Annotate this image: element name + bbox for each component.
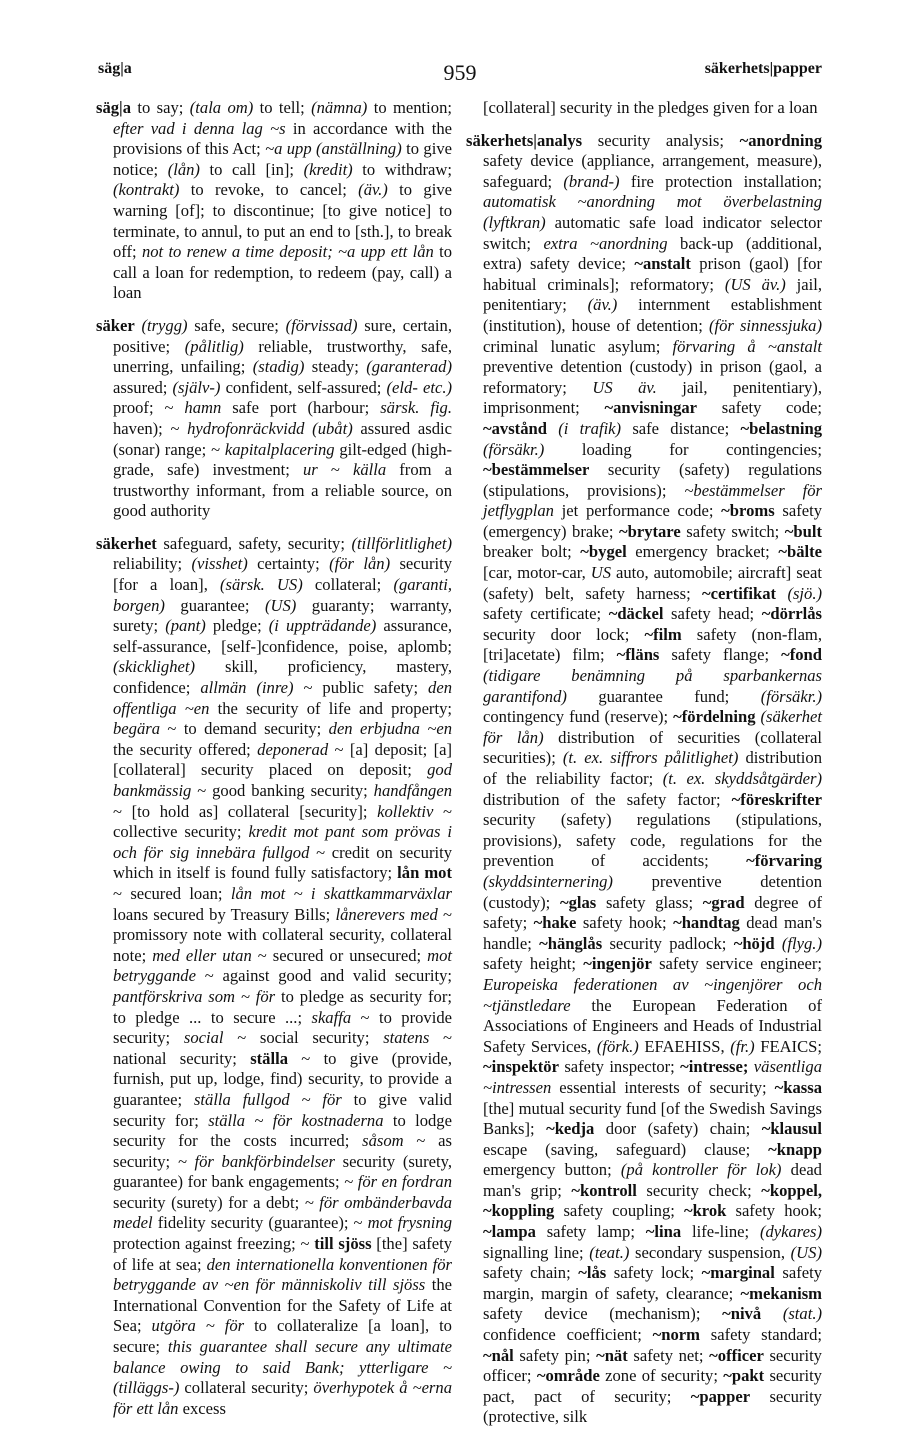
dictionary-entry [96,534,452,1420]
running-head-right: säkerhets|papper [704,60,822,77]
entry-definition: safeguard, safety, security; (tillförlitlighet) reliability; (visshet) certainty; (för lån) security [for a loan], (särsk. US) collateral; (garanti, borgen) guarantee; (US) guaranty; warranty, surety; (pant) pledge; (i uppträdande) assurance, self-assurance, [self-]confidence, poise, aplomb; (skicklighet) skill, proficiency, mastery, confidence; allmän (inre) ~ public safety; den offentliga ~en the security of life and property; begära ~ to demand security; den erbjudna ~en the security offered; deponerad ~ [a] deposit; [a] [collateral] security placed on deposit; god bankmässig ~ good banking security; handfången ~ [to hold as] collateral [security]; kollektiv ~ collective security; kredit mot pant som prövas i och för sig innebära fullgod ~ credit on security which in itself is found fully satisfactory; lån mot ~ secured loan; lån mot ~ i skattkammarväxlar loans secured by Treasury Bills; lånerevers med ~ promissory note with collateral security, collateral note; med eller utan ~ secured or unsecured; mot betryggande ~ against good and valid security; pantförskriva som ~ för to pledge as security for; to pledge ... to secure ...; skaffa ~ to provide security; social ~ social security; statens ~ national security; ställa ~ to give (provide, furnish, put up, lodge, find) security, to provide a guarantee; ställa fullgod ~ för to give valid security for; ställa ~ för kostnaderna to lodge security for the costs incurred; såsom ~ as security; ~ för bankförbindelser security (surety, guarantee) for bank engagements; ~ för en fordran security (surety) for a debt; ~ för ombänderbavda medel fidelity security (guarantee); ~ mot frysning protection against freezing; ~ till sjöss [the] safety of life at sea; den internationella konventionen för betryggande av ~en för människoliv till sjöss the International Convention for the Safety of Life at Sea; utgöra ~ för to collateralize [a loan], to secure; this guarantee shall secure any ultimate balance owing to said Bank; ytterligare ~ (tilläggs-) collateral security; överhypotek å ~erna för ett lån excess [113,533,453,1418]
dictionary-entry [96,316,452,522]
dictionary-entry [466,131,822,1428]
running-head-left: säg|a [98,60,132,77]
entry-headword: säkerhet [96,533,157,553]
entry-headword: säkerhets|analys [466,130,583,150]
entry-definition: (trygg) safe, secure; (förvissad) sure, certain, positive; (pålitlig) reliable, trustworthy, safe, unerring, unfailing; (stadig) steady; (garanterad) assured; (själv-) confident, self-assured; (eld- etc.) proof; ~ hamn safe port (harbour; särsk. fig. haven); ~ hydrofonräckvidd (ubåt) assured asdic (sonar) range; ~ kapitalplacering gilt-edged (high-grade, safe) investment; ur ~ källa from a trustworthy informant, from a reliable source, on good authority [113,315,453,521]
entry-definition: security analysis; ~anordning safety device (appliance, arrangement, measure), safeguard; (brand-) fire protection installation; automatisk ~anordning mot överbelastning (lyftkran) automatic safe load indicator selector switch; extra ~anordning back-up (additional, extra) safety device; ~anstalt prison (gaol) [for habitual criminals]; reformatory; (US äv.) jail, penitentiary; (äv.) internment establishment (institution), house of detention; (för sinnessjuka) criminal lunatic asylum; förvaring å ~anstalt preventive detention (custody) in prison (gaol, a reformatory; US äv. jail, penitentiary), imprisonment; ~anvisningar safety code; ~avstånd (i trafik) safe distance; ~belastning (försäkr.) loading for contingencies; ~bestämmelser security (safety) regulations (stipulations, provisions); ~bestämmelser för jetflygplan jet performance code; ~broms safety (emergency) brake; ~brytare safety switch; ~bult breaker bolt; ~bygel emergency bracket; ~bälte [car, motor-car, US auto, automobile; aircraft] seat (safety) belt, safety harness; ~certifikat (sjö.) safety certificate; ~däckel safety head; ~dörrlås security door lock; ~film safety (non-flam, [tri]acetate) film; ~fläns safety flange; ~fond (tidigare benämning på sparbankernas garantifond) guarantee fund; (försäkr.) contingency fund (reserve); ~fördelning (säkerhet för lån) distribution of securities (collateral securities); (t. ex. siffrors pålitlighet) distribution of the reliability factor; (t. ex. skyddsåtgärder) distribution of the safety factor; ~föreskrifter security (safety) regulations (stipulations, provisions), safety code, regulations for the prevention of accidents; ~förvaring (skyddsinternering) preventive detention (custody); ~glas safety glass; ~grad degree of safety; ~hake safety hook; ~handtag dead man's handle; ~hänglås security padlock; ~höjd (flyg.) safety height; ~ingenjör safety service engineer; Europeiska federationen av ~ingenjörer och ~tjänstledare the European Federation of Associations of Engineers and Heads of Industrial Safety Services, (förk.) EFAEHISS, (fr.) FEAICS; ~inspektör safety inspector; ~intresse; väsentliga ~intressen essential interests of security; ~kassa [the] mutual security fund [of the Swedish Savings Banks]; ~kedja door (safety) chain; ~klausul escape (saving, safeguard) clause; ~knapp emergency button; (på kontroller för lok) dead man's grip; ~kontroll security check; ~koppel, ~koppling safety coupling; ~krok safety hook; ~lampa safety lamp; ~lina life-line; (dykares) signalling line; (teat.) secondary suspension, (US) safety chain; ~lås safety lock; ~marginal safety margin, margin of safety, clearance; ~mekanism safety device (mechanism); ~nivå (stat.) confidence coefficient; ~norm safety standard; ~nål safety pin; ~nät safety net; ~officer security officer; ~område zone of security; ~pakt security pact, pact of security; ~papper security (protective, silk [483,130,823,1427]
right-column [466,98,822,1440]
page-number: 959 [443,60,477,85]
left-column [96,98,452,1431]
continued-definition: [collateral] security in the pledges given for a loan [483,98,818,117]
dictionary-entry [96,98,452,304]
entry-headword: säg|a [96,98,132,117]
entry-definition: to say; (tala om) to tell; (nämna) to mention; efter vad i denna lag ~s in accordance with the provisions of this Act; ~a upp (anställning) to give notice; (lån) to call [in]; (kredit) to withdraw; (kontrakt) to revoke, to cancel; (äv.) to give warning [of]; to discontinue; [to give notice] to terminate, to annul, to put an end to [sth.], to break off; not to renew a time deposit; ~a upp ett lån to call a loan for redemption, to redeem (pay, call) a loan [113,98,453,303]
entry-headword: säker [96,315,135,335]
